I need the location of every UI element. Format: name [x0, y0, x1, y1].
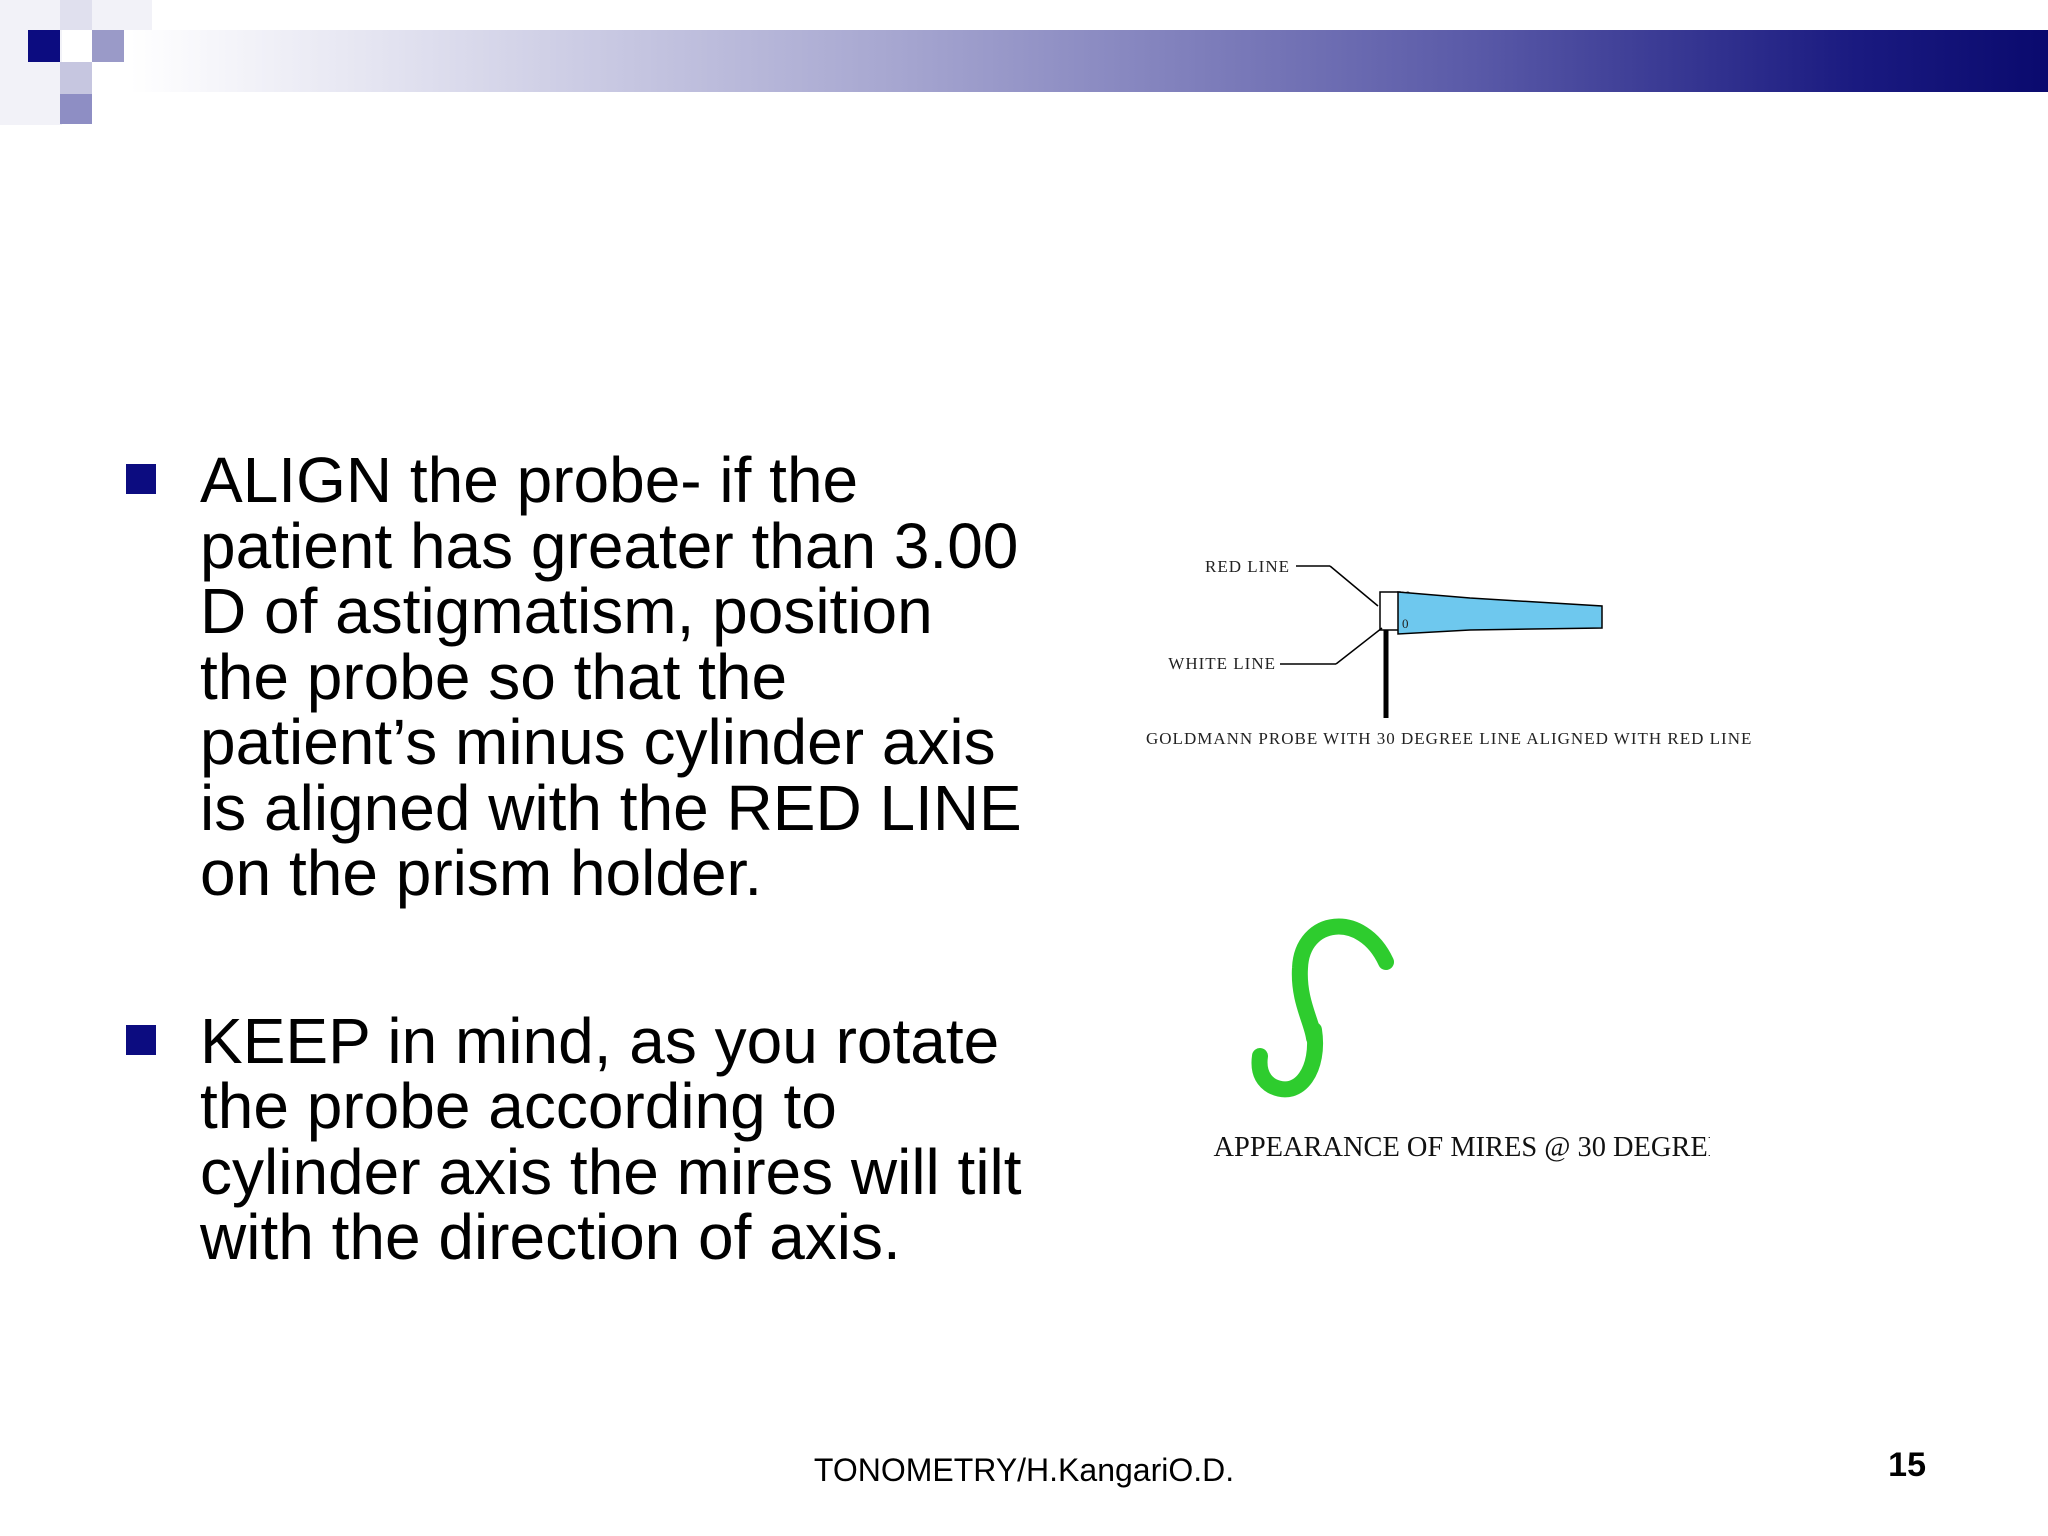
upper-mire-arc — [1300, 927, 1386, 1038]
goldmann-probe-diagram — [1140, 548, 1860, 758]
bullet-square-icon — [126, 464, 156, 494]
header-gradient-bar — [130, 30, 2048, 92]
page-number: 15 — [1888, 1446, 1926, 1484]
bullet-text: KEEP in mind, as you rotate the probe according to cylinder axis the mires will tilt with the direction of axis. — [200, 1004, 1022, 1273]
footer-text: TONOMETRY/H.KangariO.D. — [813, 1452, 1235, 1488]
red-line-label: RED LINE — [1205, 557, 1290, 576]
bullet-item — [126, 1004, 1026, 1273]
bullet-list — [126, 444, 1026, 1373]
header-square-decoration — [0, 0, 160, 130]
red-line-pointer — [1330, 566, 1378, 606]
mires-diagram — [1190, 890, 1710, 1170]
scale-0-label: 0 — [1402, 616, 1409, 631]
bullet-text: ALIGN the probe- if the patient has greater than 3.00 D of astigmatism, position the probe so that the patient’s minus cylinder axis is aligned with the RED LINE on the prism holder. — [200, 444, 1022, 909]
goldmann-probe-figure — [1140, 548, 1860, 763]
mires-figure — [1190, 890, 1710, 1175]
probe-caption: GOLDMANN PROBE WITH 30 DEGREE LINE ALIGNED WITH RED LINE — [1146, 729, 1753, 748]
mires-caption: APPEARANCE OF MIRES @ 30 DEGREES — [1213, 1130, 1710, 1164]
bullet-square-icon — [126, 1025, 156, 1055]
prism-holder-box — [1380, 592, 1400, 630]
white-line-pointer — [1336, 628, 1382, 664]
bullet-item — [126, 444, 1026, 909]
probe-cone — [1398, 592, 1602, 634]
white-line-label: WHITE LINE — [1168, 654, 1276, 673]
